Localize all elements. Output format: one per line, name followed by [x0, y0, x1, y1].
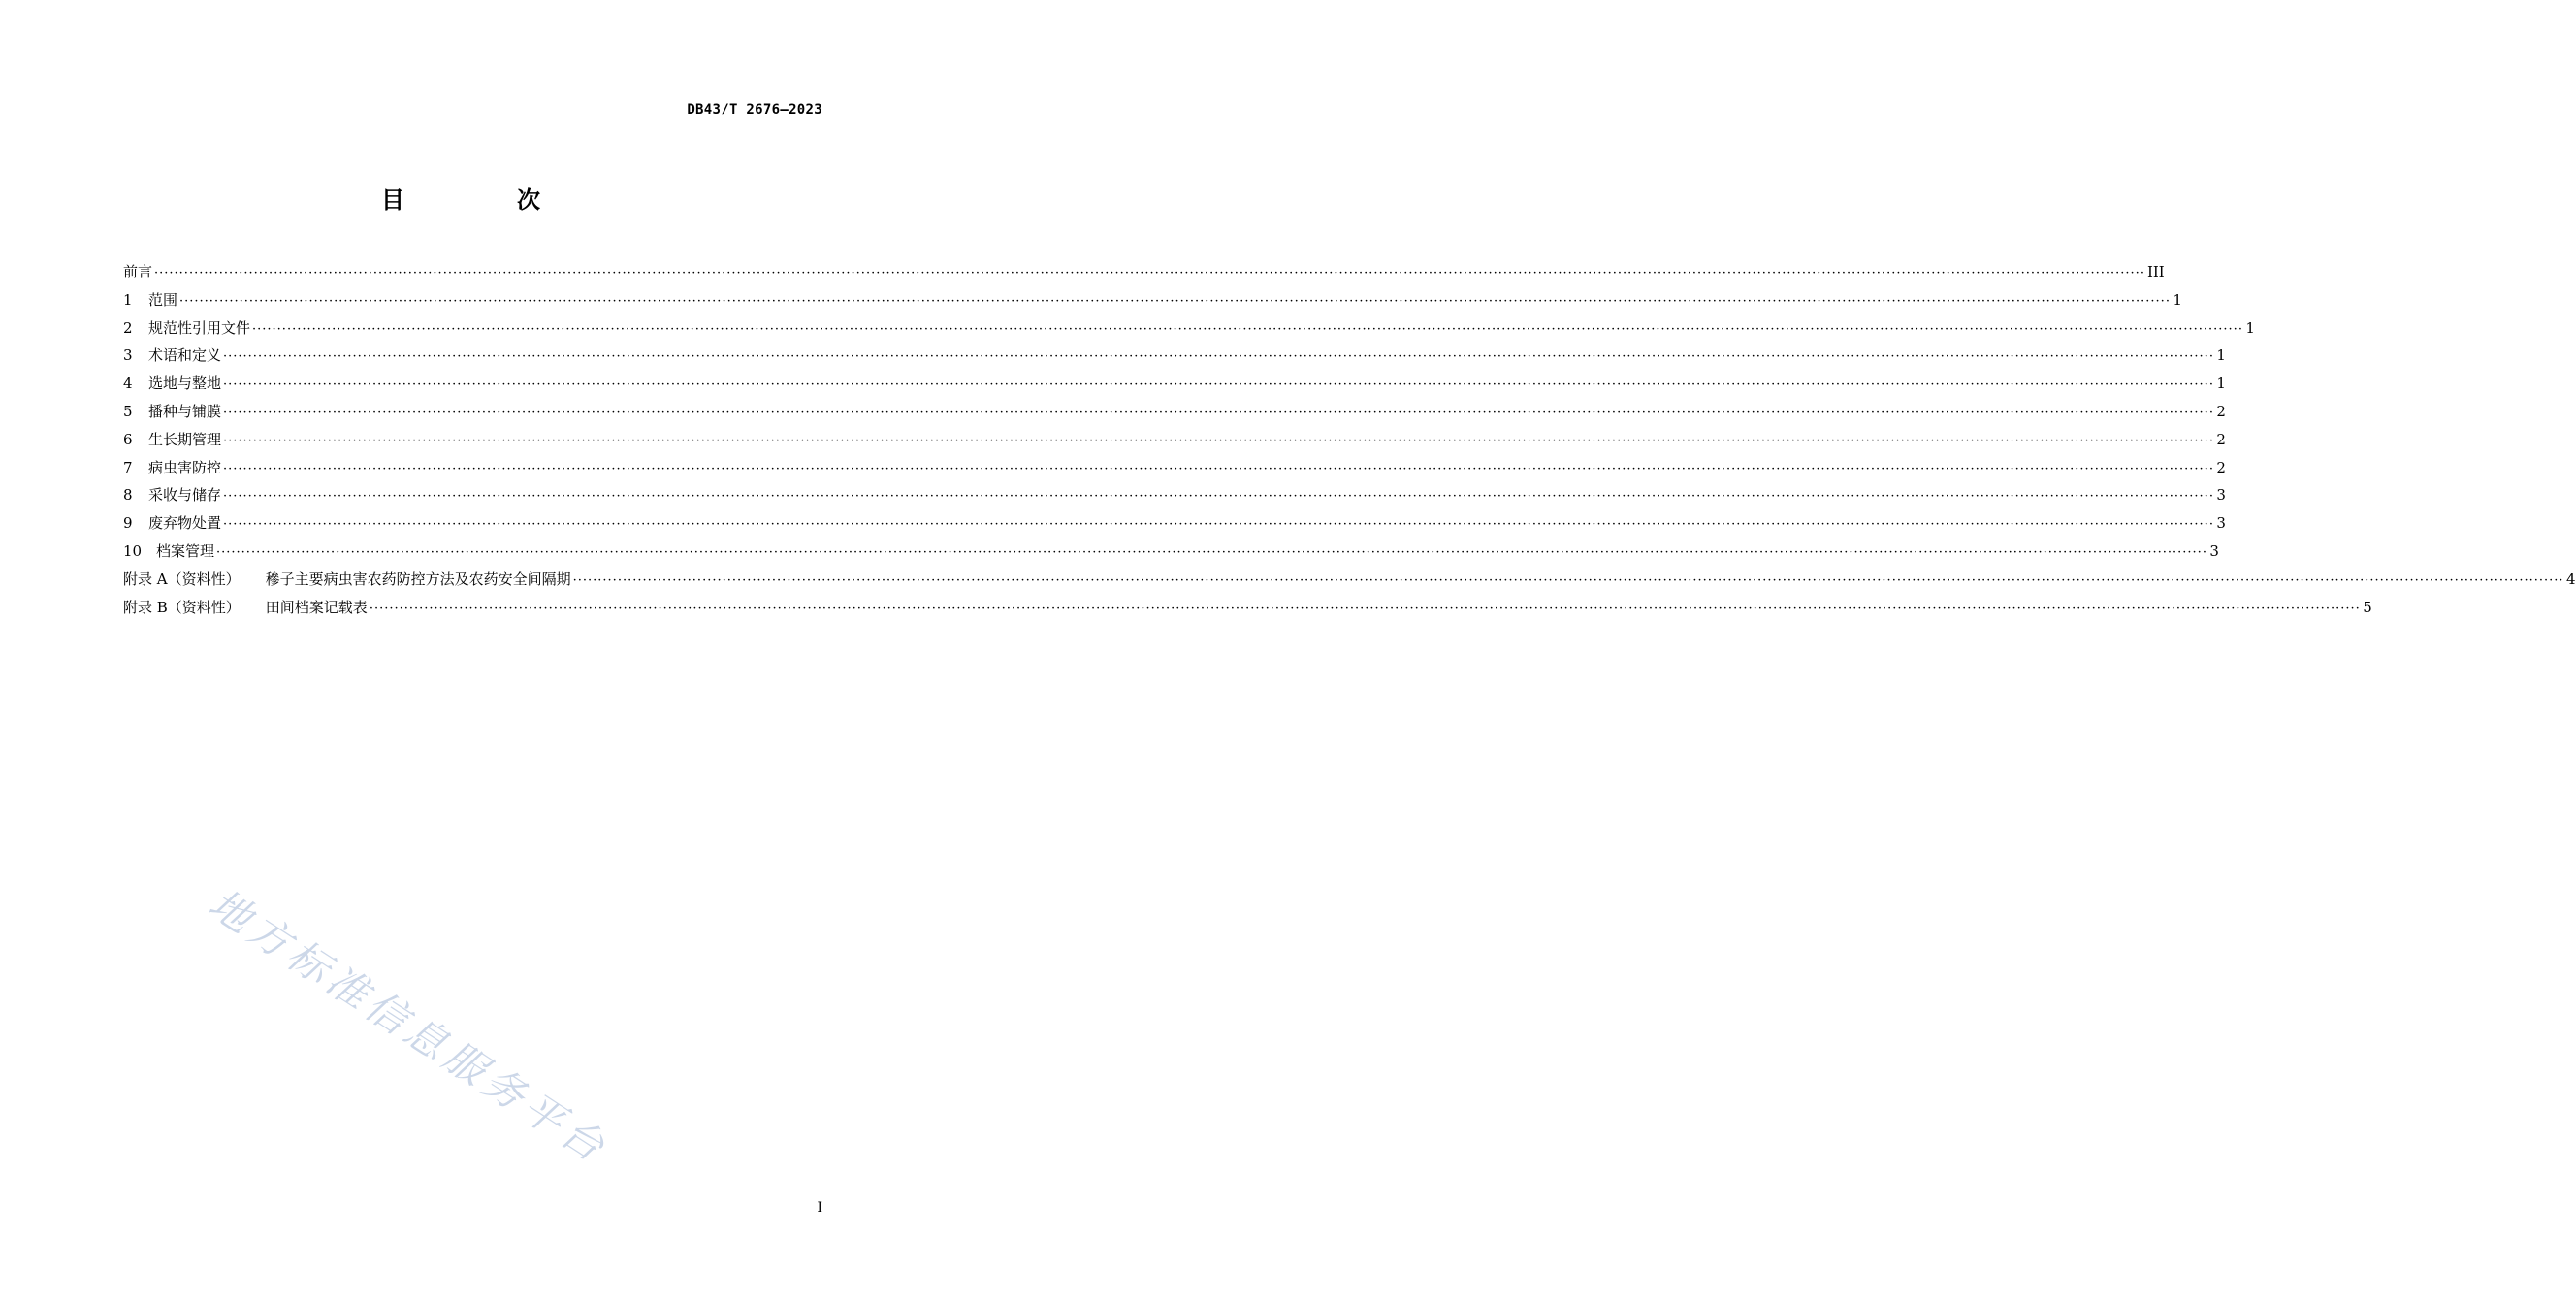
toc-entry-leader-dots: ················································································································································································································································································································································································································ [223, 517, 2214, 533]
toc-entry-page: 5 [2363, 598, 2372, 616]
toc-entry-leader-dots: ················································································································································································································································································································································································································ [223, 489, 2214, 505]
toc-entry[interactable] [123, 314, 2255, 342]
toc-entry-number: 6 [123, 430, 133, 448]
toc-entry-title: 病虫害防控 [148, 458, 222, 476]
toc-entry-number: 1 [123, 290, 133, 309]
toc-entry[interactable] [123, 566, 2576, 594]
toc-entry-title: 生长期管理 [148, 430, 222, 448]
toc-entry-leader-dots: ················································································································································································································································································································································································································ [369, 601, 2361, 616]
toc-entry-appendix-label: 附录 B（资料性） [123, 598, 241, 616]
toc-entry-page: 3 [2216, 514, 2226, 533]
toc-entry-title: 穇子主要病虫害农药防控方法及农药安全间隔期 [265, 570, 571, 588]
toc-entry-title: 选地与整地 [148, 375, 222, 393]
toc-entry[interactable] [123, 286, 2182, 314]
toc-entry-page: 1 [2216, 346, 2226, 365]
toc-entry[interactable] [123, 509, 2226, 538]
toc-entry-leader-dots: ················································································································································································································································································································································································································ [154, 266, 2145, 280]
toc-entry[interactable] [123, 258, 2165, 286]
toc-entry-leader-dots: ················································································································································································································································································································································································································ [179, 293, 2171, 309]
toc-entry-title: 档案管理 [156, 541, 215, 560]
toc-entry-number: 4 [123, 375, 133, 393]
toc-entry[interactable] [123, 594, 2372, 622]
page-number: I [817, 1200, 822, 1216]
toc-entry-leader-dots: ················································································································································································································································································································································································································ [223, 461, 2214, 476]
watermark: 地方标准信息服务平台 [200, 879, 618, 1174]
toc-entry[interactable] [123, 398, 2226, 426]
toc-entry-page: 2 [2216, 430, 2226, 448]
toc-entry-leader-dots: ················································································································································································································································································································································································································ [572, 572, 2564, 588]
toc-entry-number: 8 [123, 486, 133, 505]
table-of-contents [123, 258, 2576, 621]
toc-entry-title: 采收与储存 [148, 486, 222, 505]
toc-entry-page: 1 [2173, 290, 2182, 309]
toc-entry-page: 1 [2216, 375, 2226, 393]
toc-entry-leader-dots: ················································································································································································································································································································································································································ [252, 321, 2243, 337]
toc-entry-number: 7 [123, 458, 133, 476]
toc-entry-number: 5 [123, 402, 133, 420]
toc-entry[interactable] [123, 342, 2226, 370]
toc-entry[interactable] [123, 481, 2226, 509]
toc-entry-title: 播种与铺膜 [148, 402, 222, 420]
toc-entry-page: 3 [2209, 541, 2219, 560]
toc-entry-title: 废弃物处置 [148, 514, 222, 533]
toc-entry-title: 田间档案记载表 [265, 598, 368, 616]
toc-entry-number: 2 [123, 318, 133, 337]
toc-entry-title: 术语和定义 [148, 346, 222, 365]
toc-entry-appendix-label: 附录 A（资料性） [123, 570, 241, 588]
toc-entry-number: 9 [123, 514, 133, 533]
toc-entry-page: 2 [2216, 458, 2226, 476]
document-code: DB43/T 2676—2023 [687, 102, 822, 117]
toc-entry-number: 10 [123, 541, 143, 560]
toc-entry-leader-dots: ················································································································································································································································································································································································································ [223, 377, 2214, 393]
toc-entry-leader-dots: ················································································································································································································································································································································································································ [223, 433, 2214, 448]
toc-entry-page: 1 [2245, 318, 2255, 337]
toc-entry-title: 规范性引用文件 [148, 318, 251, 337]
toc-entry-page: III [2146, 263, 2165, 280]
toc-entry-page: 3 [2216, 486, 2226, 505]
toc-entry[interactable] [123, 454, 2226, 482]
toc-entry-leader-dots: ················································································································································································································································································································································································································ [216, 544, 2207, 560]
toc-entry-title: 范围 [148, 290, 178, 309]
page-title: 目 次 [381, 186, 585, 213]
toc-entry-number: 3 [123, 346, 133, 365]
toc-entry-leader-dots: ················································································································································································································································································································································································································ [223, 349, 2214, 365]
toc-entry-title: 前言 [123, 263, 153, 280]
toc-entry[interactable] [123, 370, 2226, 398]
toc-entry[interactable] [123, 426, 2226, 454]
toc-entry-leader-dots: ················································································································································································································································································································································································································ [223, 405, 2214, 420]
toc-entry[interactable] [123, 538, 2219, 566]
toc-entry-page: 2 [2216, 402, 2226, 420]
toc-entry-page: 4 [2566, 570, 2576, 588]
